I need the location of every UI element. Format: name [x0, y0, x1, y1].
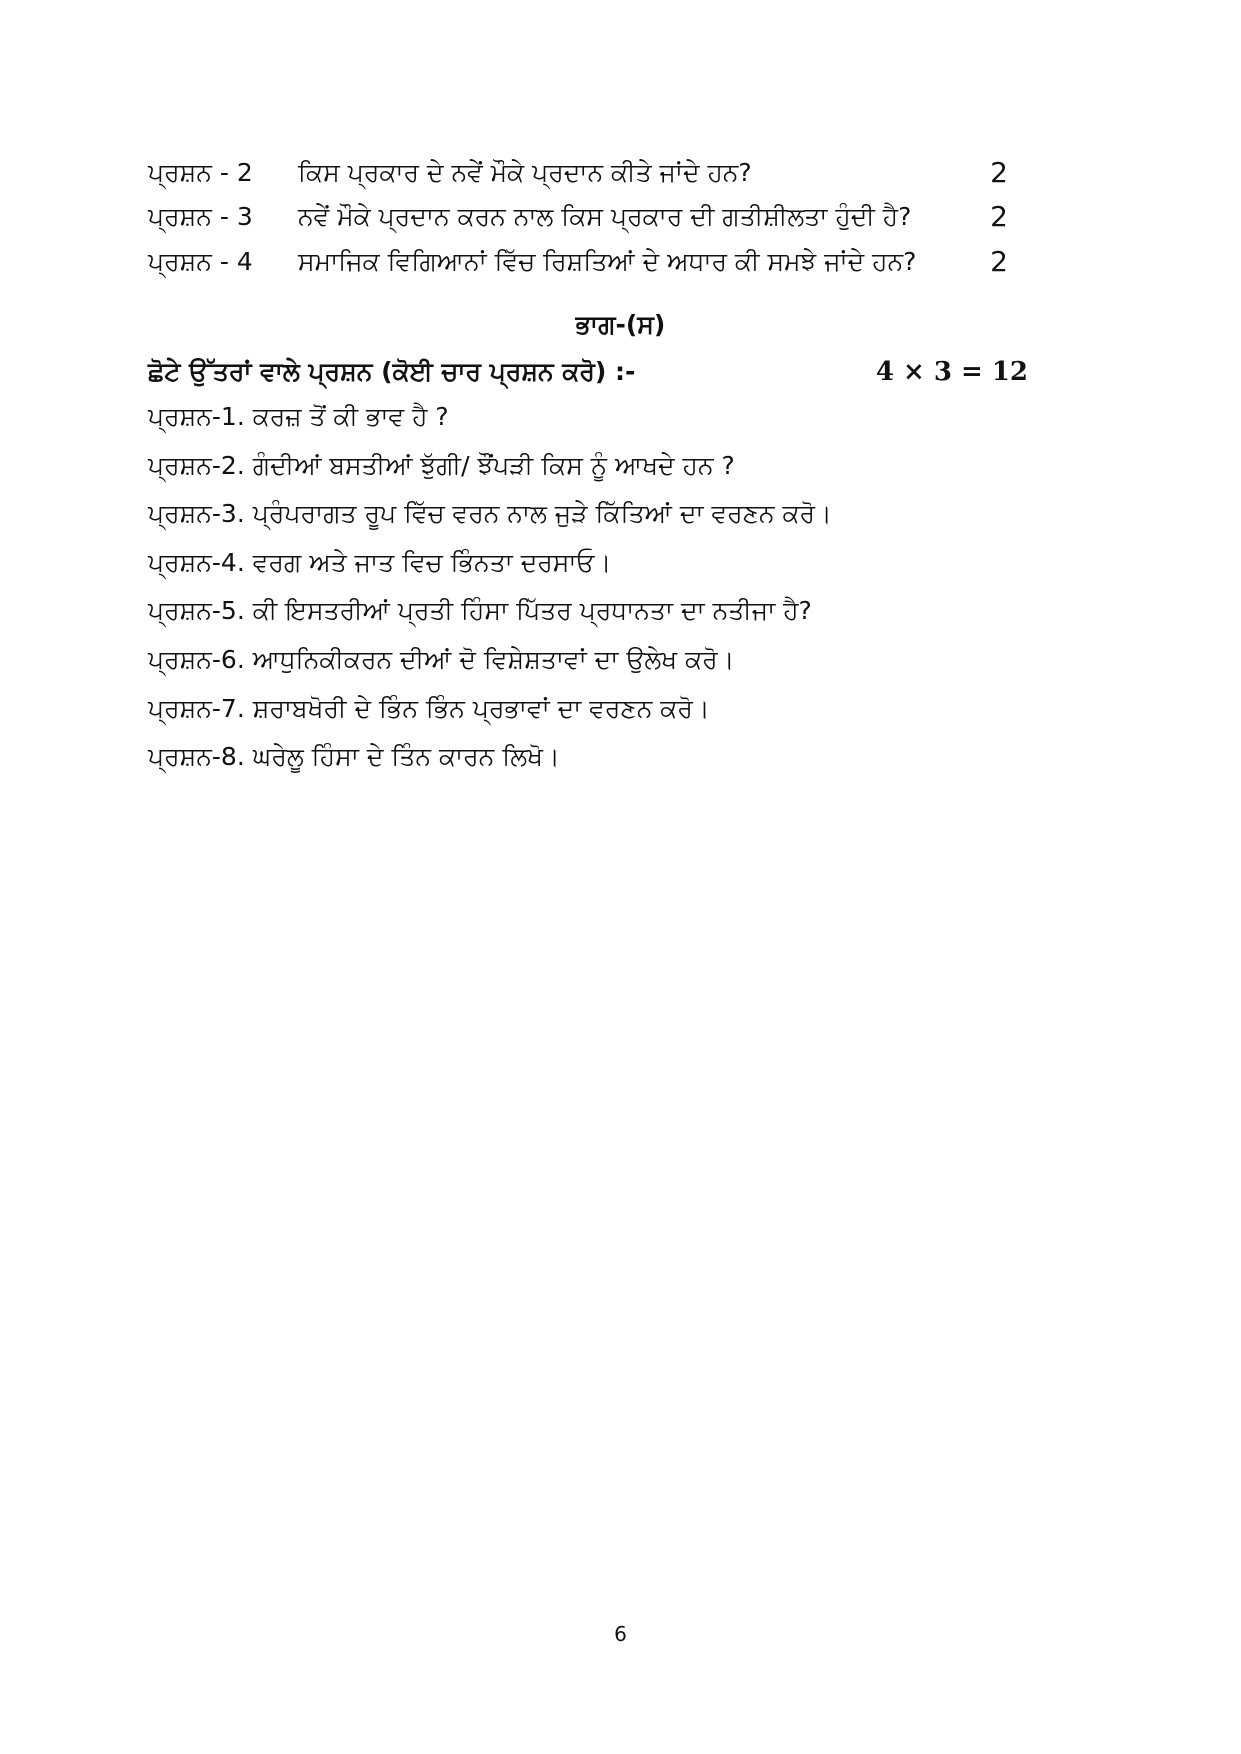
short-question-item [148, 636, 1048, 685]
question-text: ਸਮਾਜਿਕ ਵਿਗਿਆਨਾਂ ਵਿੱਚ ਰਿਸ਼ਤਿਆਂ ਦੇ ਅਧਾਰ ਕੀ ਸਮਝੇ ਜਾਂਦੇ ਹਨ? [298, 247, 917, 276]
short-question-item [148, 490, 1048, 539]
medium-question-row [148, 153, 1028, 193]
question-marks: 2 [990, 156, 1008, 189]
question-text: ਨਵੇਂ ਮੌਕੇ ਪ੍ਰਦਾਨ ਕਰਨ ਨਾਲ ਕਿਸ ਪ੍ਰਕਾਰ ਦੀ ਗਤੀਸ਼ੀਲਤਾ ਹੁੰਦੀ ਹੈ? [298, 202, 912, 231]
question-number: ਪ੍ਰਸ਼ਨ-5. [148, 596, 245, 626]
short-answer-marks: 4 × 3 = 12 [875, 357, 1028, 387]
page-number: 6 [614, 1622, 627, 1646]
question-number: ਪ੍ਰਸ਼ਨ-8. [148, 742, 245, 772]
question-number: ਪ੍ਰਸ਼ਨ-3. [148, 499, 245, 529]
question-marks: 2 [990, 245, 1008, 278]
question-text: ਆਧੁਨਿਕੀਕਰਨ ਦੀਆਂ ਦੋ ਵਿਸ਼ੇਸ਼ਤਾਵਾਂ ਦਾ ਉਲੇਖ ਕਰੋ। [252, 644, 735, 674]
short-question-item [148, 393, 1048, 442]
short-question-item [148, 685, 1048, 734]
medium-question-row [148, 197, 1028, 237]
question-number: ਪ੍ਰਸ਼ਨ - 4 [148, 247, 253, 276]
question-text: ਸ਼ਰਾਬਖੋਰੀ ਦੇ ਭਿੰਨ ਭਿੰਨ ਪ੍ਰਭਾਵਾਂ ਦਾ ਵਰਣਨ ਕਰੋ। [252, 693, 710, 723]
question-number: ਪ੍ਰਸ਼ਨ-6. [148, 644, 245, 674]
section-title: ਭਾਗ-(ਸ) [575, 310, 666, 339]
short-question-item [148, 733, 1048, 782]
short-question-item [148, 587, 1048, 636]
medium-question-row [148, 242, 1028, 282]
question-marks: 2 [990, 200, 1008, 233]
question-number: ਪ੍ਰਸ਼ਨ-7. [148, 693, 245, 723]
short-question-item [148, 539, 1048, 588]
question-text: ਕਿਸ ਪ੍ਰਕਾਰ ਦੇ ਨਵੇਂ ਮੌਕੇ ਪ੍ਰਦਾਨ ਕੀਤੇ ਜਾਂਦੇ ਹਨ? [298, 158, 752, 187]
question-number: ਪ੍ਰਸ਼ਨ-4. [148, 547, 245, 577]
short-answer-heading-text: ਛੋਟੇ ਉੱਤਰਾਂ ਵਾਲੇ ਪ੍ਰਸ਼ਨ (ਕੋਈ ਚਾਰ ਪ੍ਰਸ਼ਨ ਕਰੋ) :- [148, 357, 636, 386]
question-text: ਗੰਦੀਆਂ ਬਸਤੀਆਂ ਝੁੱਗੀ/ ਝੌਂਪੜੀ ਕਿਸ ਨੂੰ ਆਖਦੇ ਹਨ ? [252, 450, 735, 480]
question-text: ਵਰਗ ਅਤੇ ਜਾਤ ਵਿਚ ਭਿੰਨਤਾ ਦਰਸਾਓ। [252, 547, 612, 577]
question-text: ਪ੍ਰੰਪਰਾਗਤ ਰੂਪ ਵਿੱਚ ਵਰਨ ਨਾਲ ਜੁੜੇ ਕਿੱਤਿਆਂ ਦਾ ਵਰਣਨ ਕਰੋ। [252, 499, 832, 529]
question-number: ਪ੍ਰਸ਼ਨ-1. [148, 402, 245, 431]
question-text: ਘਰੇਲੂ ਹਿੰਸਾ ਦੇ ਤਿੰਨ ਕਾਰਨ ਲਿਖੋ। [252, 742, 560, 772]
question-number: ਪ੍ਰਸ਼ਨ - 3 [148, 202, 253, 231]
question-number: ਪ੍ਰਸ਼ਨ-2. [148, 450, 245, 480]
short-answer-heading [148, 352, 1028, 392]
question-number: ਪ੍ਰਸ਼ਨ - 2 [148, 158, 253, 187]
short-question-list [148, 393, 1048, 782]
short-question-item [148, 442, 1048, 491]
question-text: ਕਰਜ਼ ਤੋਂ ਕੀ ਭਾਵ ਹੈ ? [252, 402, 449, 431]
question-text: ਕੀ ਇਸਤਰੀਆਂ ਪ੍ਰਤੀ ਹਿੰਸਾ ਪਿੱਤਰ ਪ੍ਰਧਾਨਤਾ ਦਾ ਨਤੀਜਾ ਹੈ? [252, 596, 812, 626]
